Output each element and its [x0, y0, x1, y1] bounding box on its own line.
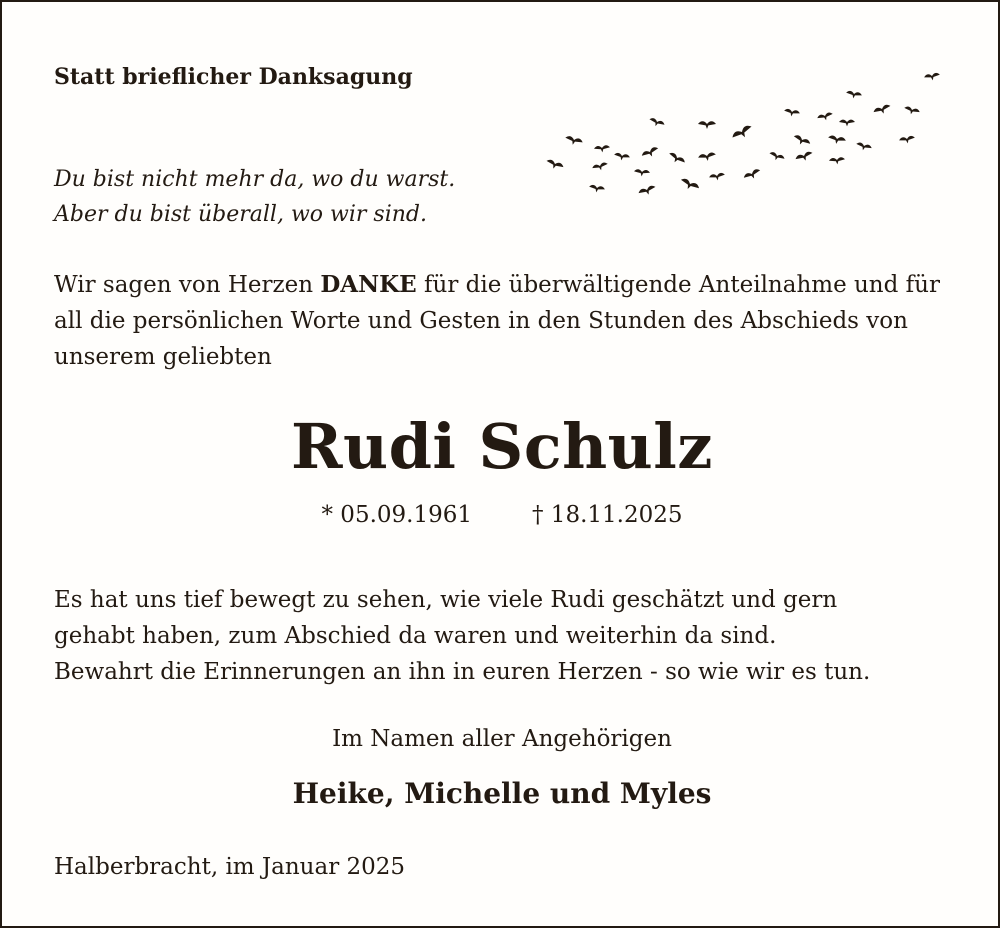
- message-line-1: Es hat uns tief bewegt zu sehen, wie viele Rudi geschätzt und gern: [54, 587, 838, 613]
- verse-line-1: Du bist nicht mehr da, wo du warst.: [54, 167, 456, 192]
- thanks-emphasis: DANKE: [320, 271, 417, 298]
- place-date: Halberbracht, im Januar 2025: [54, 854, 406, 880]
- notice-heading: Statt brieflicher Danksagung: [54, 64, 413, 90]
- thanks-text-end: für die überwältigende Anteilnahme und für all die persönlichen Worte und Gesten in den Stunden des Abschieds von unserem geliebten: [54, 272, 940, 370]
- thanks-text-start: Wir sagen von Herzen: [54, 272, 321, 298]
- signature-intro: Im Namen aller Angehörigen: [332, 726, 672, 752]
- life-dates: [2, 502, 1000, 528]
- message-line-3: Bewahrt die Erinnerungen an ihn in euren Herzen - so wie wir es tun.: [54, 659, 871, 685]
- flock-of-birds-icon: [542, 64, 952, 214]
- signature-names: Heike, Michelle und Myles: [292, 777, 712, 810]
- verse: [54, 162, 455, 232]
- message-line-2: gehabt haben, zum Abschied da waren und weiterhin da sind.: [54, 623, 777, 649]
- birth-date: * 05.09.1961: [321, 502, 472, 528]
- death-date: † 18.11.2025: [532, 502, 683, 528]
- deceased-name: Rudi Schulz: [290, 410, 714, 483]
- verse-line-2: Aber du bist überall, wo wir sind.: [54, 202, 427, 227]
- message-paragraph: [54, 582, 964, 690]
- thanks-paragraph: [54, 267, 964, 375]
